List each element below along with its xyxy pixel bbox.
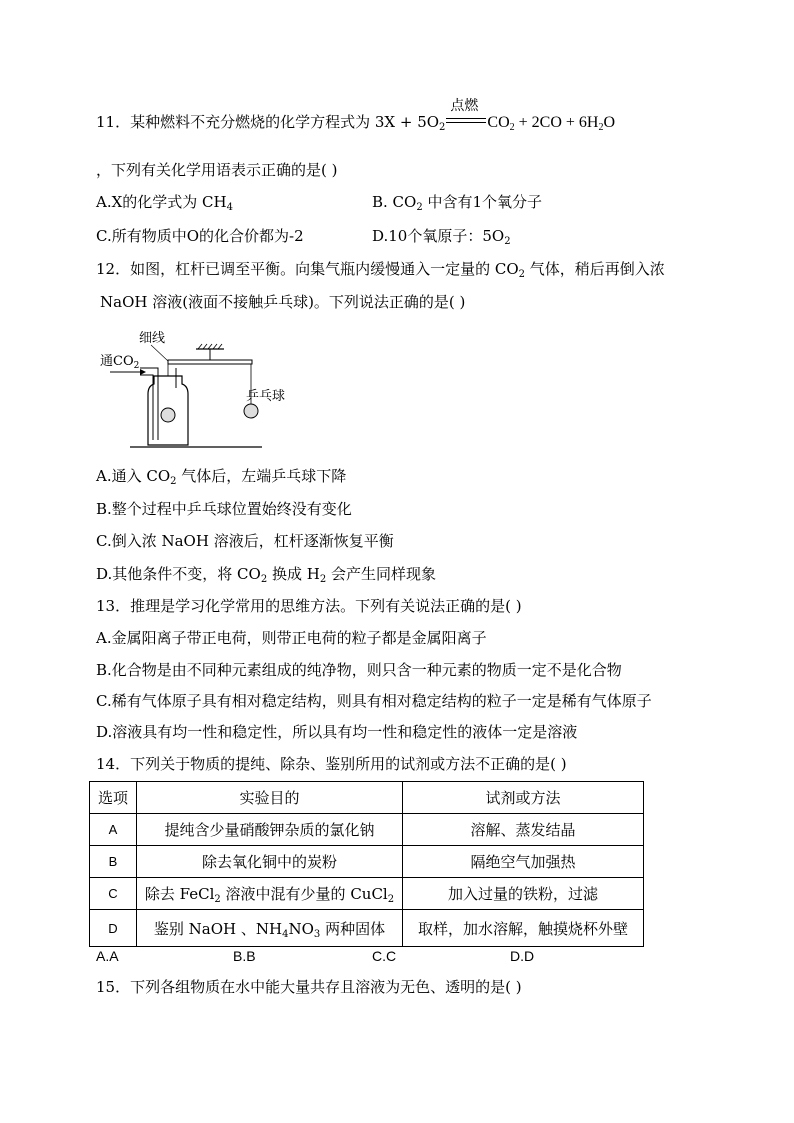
subscript: 2 — [170, 476, 177, 487]
subscript: 4 — [226, 202, 233, 213]
q13-option-b: B.化合物是由不同种元素组成的纯净物，则只含一种元素的物质一定不是化合物 — [96, 661, 622, 679]
q11-option-c: C.所有物质中O的化合价都为-2 — [96, 227, 304, 245]
subscript: 2 — [509, 122, 515, 133]
cell-method: 取样，加水溶解，触摸烧杯外壁 — [403, 910, 644, 947]
gas-label-sub: 2 — [133, 361, 140, 371]
gas-label-text: 通CO — [100, 354, 134, 369]
q12-stem-line2: NaOH 溶液(液面不接触乒乓球)。下列说法正确的是( ) — [100, 293, 466, 311]
q13-option-d: D.溶液具有均一性和稳定性，所以具有均一性和稳定性的液体一定是溶液 — [96, 723, 578, 741]
subscript: 2 — [504, 236, 511, 247]
q14-stem: 14．下列关于物质的提纯、除杂、鉴别所用的试剂或方法不正确的是( ) — [96, 755, 567, 773]
product-rest: + 2CO + 6H — [514, 114, 599, 131]
cell-goal: 提纯含少量硝酸钾杂质的氯化钠 — [137, 814, 403, 846]
subscript: 2 — [260, 574, 268, 585]
header-goal: 实验目的 — [137, 782, 403, 814]
subscript: 2 — [319, 574, 327, 585]
cell-method: 溶解、蒸发结晶 — [403, 814, 644, 846]
q15-stem: 15．下列各组物质在水中能大量共存且溶液为无色、透明的是( ) — [96, 978, 522, 996]
goal-text: 鉴别 NaOH 、NH — [153, 919, 283, 938]
product-co2: CO — [487, 114, 510, 131]
option-text: A.X的化学式为 CH — [96, 193, 227, 211]
subscript: 2 — [416, 202, 423, 213]
q12-option-b: B.整个过程中乒乓球位置始终没有变化 — [96, 500, 352, 518]
option-text: 会产生同样现象 — [326, 565, 436, 583]
q12-option-a — [96, 466, 346, 486]
stem-text: 12．如图，杠杆已调至平衡。向集气瓶内缓慢通入一定量的 CO — [96, 260, 519, 278]
q13-stem: 13．推理是学习化学常用的思维方法。下列有关说法正确的是( ) — [96, 597, 522, 615]
goal-text: 除去 FeCl — [144, 885, 215, 903]
subscript: 3 — [313, 928, 321, 940]
cell-option: C — [90, 878, 137, 910]
q11-number: 11． — [96, 113, 131, 131]
cell-option: A — [90, 814, 137, 846]
condition-label: 点燃 — [450, 98, 479, 114]
q14-answer-d: D.D — [510, 948, 535, 964]
cell-option: D — [90, 910, 137, 947]
cell-option: B — [90, 846, 137, 878]
q13-option-a: A.金属阳离子带正电荷，则带正电荷的粒子都是金属阳离子 — [96, 629, 487, 647]
q12-option-c: C.倒入浓 NaOH 溶液后，杠杆逐渐恢复平衡 — [96, 532, 394, 550]
thread-label: 细线 — [139, 331, 166, 346]
left-ball — [161, 408, 175, 422]
subscript: 2 — [598, 122, 604, 133]
table-header-row — [90, 782, 644, 814]
option-text: D.10个氧原子：5O — [372, 227, 505, 245]
cell-goal — [137, 878, 403, 910]
option-tail: 中含有1个氧分子 — [422, 193, 543, 211]
cell-method: 加入过量的铁粉，过滤 — [403, 878, 644, 910]
option-text: 气体后，左端乒乓球下降 — [176, 467, 347, 485]
q14-table — [89, 781, 644, 947]
goal-text: 溶液中混有少量的 CuCl — [220, 885, 388, 903]
q12-option-d — [96, 564, 436, 584]
q12-stem-line1 — [96, 259, 665, 279]
q11-option-d — [372, 226, 511, 246]
products — [487, 114, 615, 131]
subscript: 4 — [282, 928, 289, 940]
header-option: 选项 — [90, 782, 137, 814]
q11-option-a — [96, 192, 233, 212]
cell-goal: 除去氧化铜中的炭粉 — [137, 846, 403, 878]
equals-bar — [446, 118, 486, 123]
table-row — [90, 878, 644, 910]
reaction-condition — [446, 98, 486, 132]
option-text: D.其他条件不变，将 CO — [96, 565, 261, 583]
table-row — [90, 846, 644, 878]
subscript: 2 — [439, 122, 446, 133]
q11-stem-text: 某种燃料不充分燃烧的化学方程式为 3X + 5O — [130, 113, 440, 131]
goal-text: 两种固体 — [320, 919, 386, 938]
q14-answer-c: C.C — [372, 948, 397, 964]
cell-method: 隔绝空气加强热 — [403, 846, 644, 878]
stem-text: 气体，稍后再倒入浓 — [525, 260, 665, 278]
table-row — [90, 814, 644, 846]
q14-answer-a: A.A — [96, 948, 119, 964]
q11-option-b — [372, 192, 542, 212]
option-text: 换成 H — [267, 565, 320, 583]
subscript: 2 — [518, 269, 526, 280]
goal-text: NO — [288, 919, 314, 938]
subscript: 2 — [214, 894, 221, 905]
q11-stem — [96, 98, 616, 133]
table-row — [90, 910, 644, 947]
cell-goal — [137, 910, 403, 947]
q14-answer-b: B.B — [233, 948, 256, 964]
right-ball — [244, 404, 258, 418]
product-o: O — [603, 114, 616, 131]
gas-label — [100, 354, 139, 371]
subscript: 2 — [387, 894, 395, 905]
option-text: B. CO — [372, 193, 417, 211]
option-text: A.通入 CO — [96, 467, 171, 485]
q11-stem-b: ，下列有关化学用语表示正确的是( ) — [96, 161, 338, 179]
header-method: 试剂或方法 — [403, 782, 644, 814]
ball-label: 乒乓球 — [246, 389, 286, 404]
q13-option-c: C.稀有气体原子具有相对稳定结构，则具有相对稳定结构的粒子一定是稀有气体原子 — [96, 692, 652, 710]
lever-apparatus-figure — [96, 328, 286, 453]
